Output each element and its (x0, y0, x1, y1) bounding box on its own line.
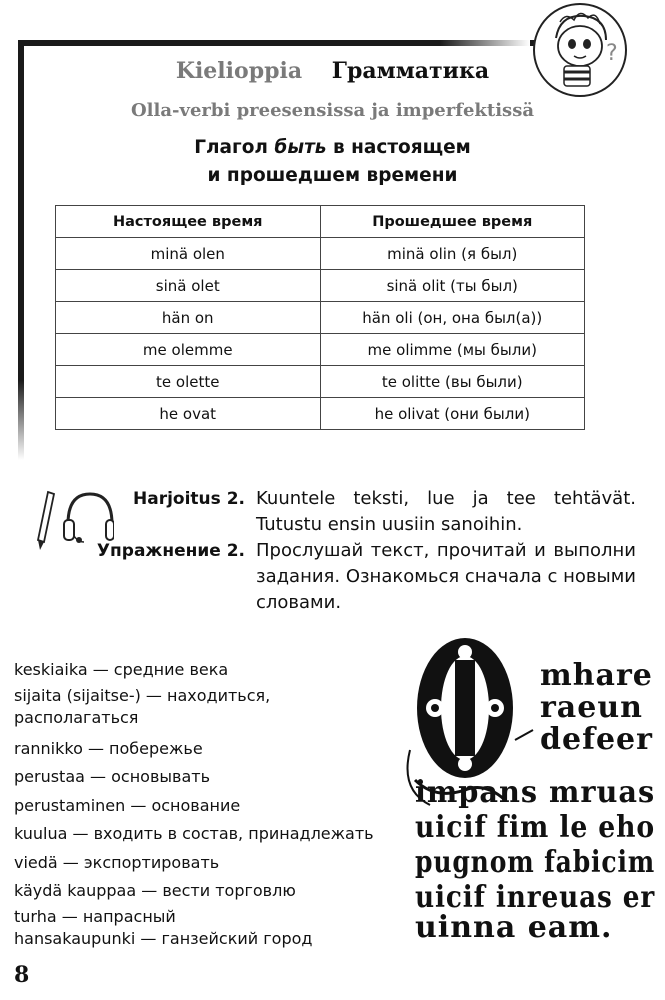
column-header-present: Настоящее время (56, 206, 321, 238)
vocabulary-list (14, 656, 414, 950)
frame-top-fade (440, 40, 530, 46)
present-cell: te olette (56, 366, 321, 398)
list-item: perustaminen — основание (14, 795, 241, 815)
exercise-text-ru: Прослушай текст, прочитай и выполни задания. Ознакомься сначала с новыми словами. (256, 540, 636, 613)
present-cell: hän on (56, 302, 321, 334)
list-item: sijaita (sijaitse-) — находиться, располагаться (14, 685, 271, 727)
list-item: viedä — экспортировать (14, 852, 220, 872)
page-number: 8 (14, 962, 30, 988)
present-cell: minä olen (56, 238, 321, 270)
manuscript-line: uicif inreuas er (415, 880, 656, 915)
manuscript-line: impans mruas (415, 775, 656, 810)
past-cell: minä olin (я был) (320, 238, 585, 270)
table-row (56, 366, 585, 398)
table-row (56, 270, 585, 302)
list-item: hansakaupunki — ганзейский город (14, 928, 313, 948)
column-header-past: Прошедшее время (320, 206, 585, 238)
subtitle-ru: Глагол быть в настоящем и прошедшем времени (194, 137, 471, 186)
manuscript-line: pugnom fabicim (415, 845, 656, 880)
manuscript-line: uicif fim le eho (415, 810, 655, 845)
present-cell: he ovat (56, 398, 321, 430)
present-cell: sinä olet (56, 270, 321, 302)
conjugation-table (55, 205, 585, 430)
table-header-row (56, 206, 585, 238)
svg-text:?: ? (606, 41, 618, 66)
manuscript-illustration (405, 620, 656, 945)
section-title (0, 58, 665, 84)
cartoon-boy-icon (530, 0, 630, 100)
past-cell: me olimme (мы были) (320, 334, 585, 366)
past-cell: he olivat (они были) (320, 398, 585, 430)
present-cell: me olemme (56, 334, 321, 366)
exercise-text-fi: Kuuntele teksti, lue ja tee tehtävät. Tutustu ensin uusiin sanoihin. (256, 488, 636, 535)
title-ru: Грамматика (331, 58, 490, 84)
title-fi: Kielioppia (175, 58, 303, 84)
manuscript-line: mhare (540, 658, 653, 693)
list-item: kuulua — входить в состав, принадлежать (14, 824, 374, 843)
past-cell: hän oli (он, она был(а)) (320, 302, 585, 334)
frame-left-fade (18, 380, 24, 460)
list-item: turha — напрасный (14, 906, 176, 926)
past-cell: sinä olit (ты был) (320, 270, 585, 302)
list-item: rannikko — побережье (14, 738, 203, 758)
list-item: käydä kauppaa — вести торговлю (14, 881, 296, 900)
exercise-label-fi: Harjoitus 2. (133, 489, 245, 509)
manuscript-line: defeer (540, 722, 653, 757)
pencil-icon (38, 492, 54, 550)
subtitle-fi: Olla-verbi preesensissa ja imperfektissä (131, 100, 534, 121)
past-cell: te olitte (вы были) (320, 366, 585, 398)
table-row (56, 238, 585, 270)
list-item: perustaa — основывать (14, 767, 210, 786)
manuscript-line: raeun (540, 690, 643, 725)
list-item: keskiaika — средние века (14, 660, 229, 679)
exercise-label-ru: Упражнение 2. (96, 541, 245, 561)
manuscript-line: uinna eam. (415, 910, 613, 945)
table-row (56, 302, 585, 334)
table-row (56, 334, 585, 366)
table-row (56, 398, 585, 430)
